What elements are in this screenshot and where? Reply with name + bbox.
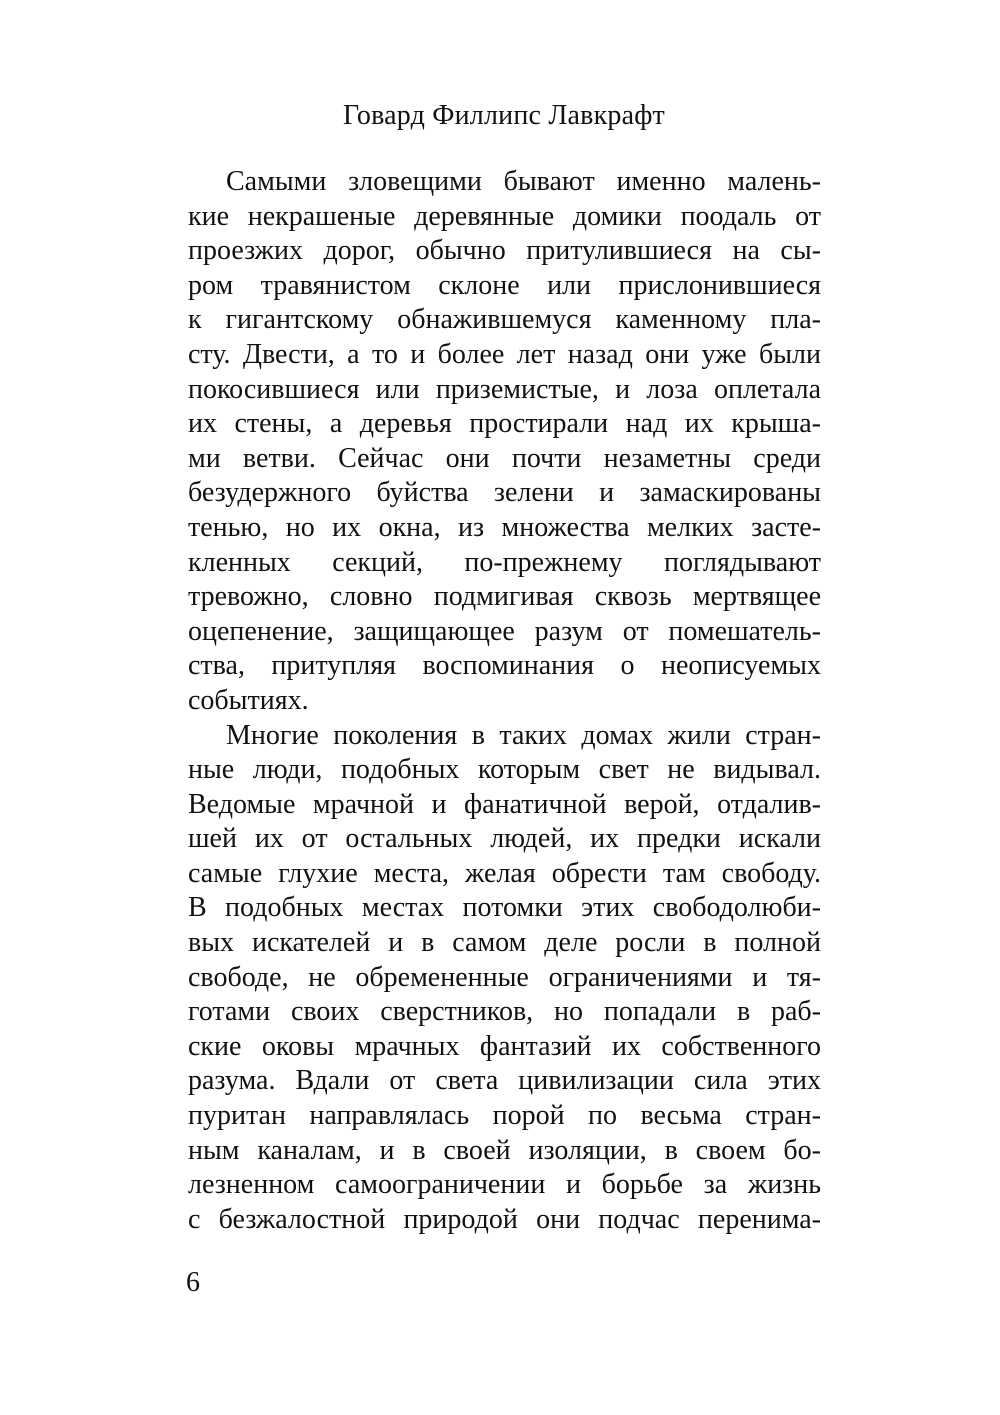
text-line: разума. Вдали от света цивилизации сила этих [188, 1065, 821, 1097]
text-line: вых искателей и в самом деле росли в полной [188, 927, 821, 959]
text-line: оцепенение, защищающее разум от помешатель- [188, 615, 821, 647]
body-text [188, 165, 821, 1237]
text-line: покосившиеся или приземистые, и лоза оплетала [188, 373, 821, 405]
page-number: 6 [186, 1267, 200, 1298]
text-line: проезжих дорог, обычно притулившиеся на сы- [188, 235, 821, 267]
text-line: ские оковы мрачных фантазий их собственного [188, 1030, 821, 1062]
text-line: кленных секций, по-прежнему поглядывают [188, 546, 821, 578]
text-line: самые глухие места, желая обрести там свободу. [188, 857, 821, 889]
text-line: ми ветви. Сейчас они почти незаметны среди [188, 442, 821, 474]
text-line: безудержного буйства зелени и замаскированы [188, 477, 821, 509]
text-line: лезненном самоограничении и борьбе за жизнь [188, 1169, 821, 1201]
text-line: шей их от остальных людей, их предки искали [188, 823, 821, 855]
text-line: Многие поколения в таких домах жили стран- [226, 719, 821, 751]
text-line: событиях. [188, 684, 309, 716]
text-line: ства, притупляя воспоминания о неописуемых [188, 650, 821, 682]
text-line: свободе, не обремененные ограничениями и тя- [188, 961, 821, 993]
text-line: к гигантскому обнажившемуся каменному пла- [188, 304, 821, 336]
text-line: ным каналам, и в своей изоляции, в своем бо- [188, 1134, 821, 1166]
text-line: Ведомые мрачной и фанатичной верой, отдалив- [188, 788, 821, 820]
text-line: сту. Двести, а то и более лет назад они уже были [188, 338, 821, 370]
text-line: готами своих сверстников, но попадали в раб- [188, 996, 821, 1028]
text-line: кие некрашеные деревянные домики поодаль от [188, 200, 821, 232]
text-line: ные люди, подобных которым свет не видывал. [188, 754, 821, 786]
text-line: их стены, а деревья простирали над их крыша- [188, 408, 821, 440]
text-line: тревожно, словно подмигивая сквозь мертвящее [188, 581, 821, 613]
text-line: с безжалостной природой они подчас перенима- [188, 1203, 821, 1235]
text-line: тенью, но их окна, из множества мелких засте- [188, 511, 821, 543]
text-line: В подобных местах потомки этих свободолюби- [188, 892, 821, 924]
text-line: пуритан направлялась порой по весьма стран- [188, 1100, 821, 1132]
page-header-author: Говард Филлипс Лавкрафт [343, 100, 665, 131]
text-line: ром травянистом склоне или прислонившиеся [188, 269, 821, 301]
text-line: Самыми зловещими бывают именно малень- [226, 166, 821, 197]
